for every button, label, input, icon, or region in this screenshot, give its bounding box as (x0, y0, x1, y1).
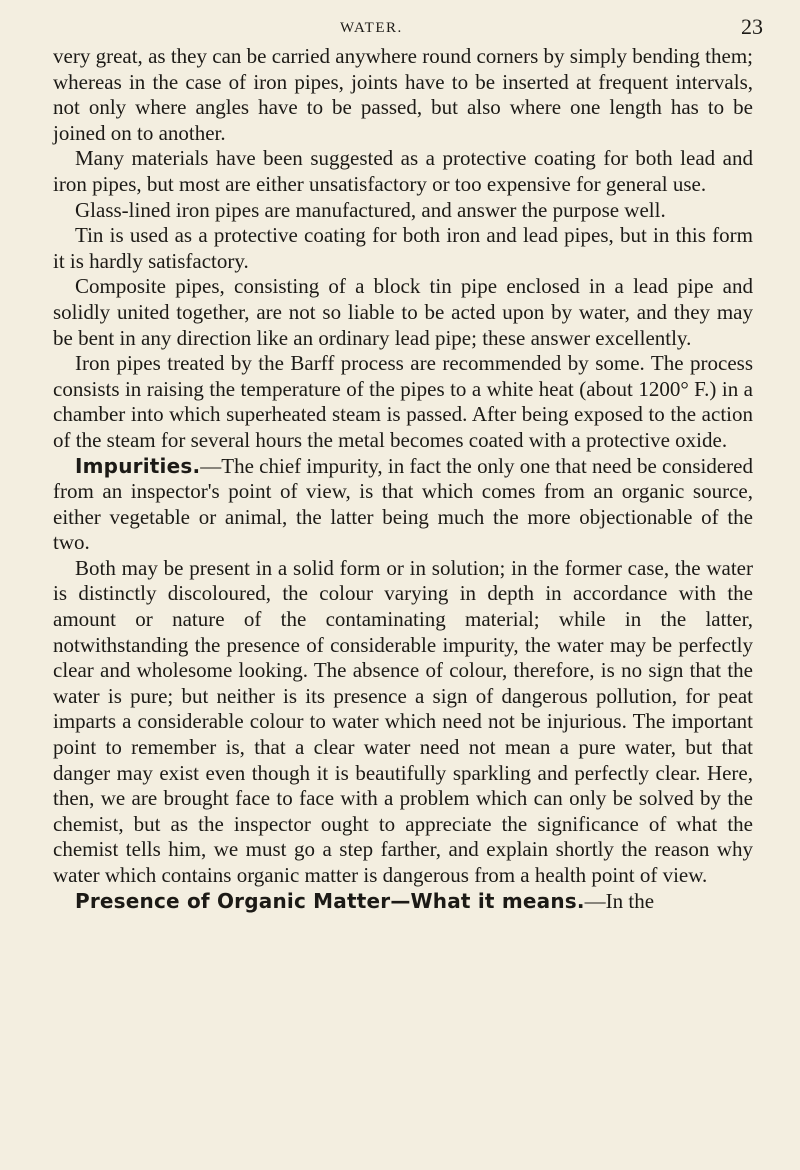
body-text (53, 44, 753, 914)
section-heading-organic-matter: Presence of Organic Matter—What it means. (75, 888, 585, 913)
impurities-text: —The chief impurity, in fact the only one that need be considered from an inspector's point of view, is that which comes from an organic source, either vegetable or animal, the latter being much the more objectionable of the two. (53, 453, 753, 555)
page-number: 23 (741, 14, 763, 39)
paragraph-continuation: very great, as they can be carried anywhere round corners by simply bending them; whereas in the case of iron pipes, joints have to be inserted at frequent intervals, not only where angles have to be passed, but also where one length has to be joined on to another. (53, 44, 753, 145)
section-heading-impurities: Impurities. (75, 453, 201, 478)
paragraph-glass-lined: Glass-lined iron pipes are manufactured, and answer the purpose well. (75, 197, 666, 222)
paragraph-protective-coatings: Many materials have been suggested as a protective coating for both lead and iron pipes, but most are either unsatisfactory or too expensive for general use. (53, 146, 753, 196)
paragraph-composite-pipes: Composite pipes, consisting of a block tin pipe enclosed in a lead pipe and solidly united together, are not so liable to be acted upon by water, and they may be bent in any direction like an ordinary lead pipe; these answer excellently. (53, 274, 753, 350)
paragraph-solid-or-solution: Both may be present in a solid form or in solution; in the former case, the water is distinctly discoloured, the colour varying in depth in accordance with the amount or nature of the contaminating material; while in the latter, notwithstanding the presence of considerable impurity, the water may be perfectly clear and wholesome looking. The absence of colour, therefore, is no sign that the water is pure; but neither is its presence a sign of dangerous pollution, for peat imparts a considerable colour to water which need not be injurious. The important point to remember is, that a clear water need not mean a pure water, but that danger may exist even though it is beautifully sparkling and perfectly clear. Here, then, we are brought face to face with a problem which can only be solved by the chemist, but as the inspector ought to appreciate the significance of what the chemist tells him, we must go a step farther, and explain shortly the reason why water which contains organic matter is dangerous from a health point of view. (53, 555, 753, 887)
paragraph-barff-process: Iron pipes treated by the Barff process are recommended by some. The process consists in raising the temperature of the pipes to a white heat (about 1200° F.) in a chamber into which superheated steam is passed. After being exposed to the action of the steam for several hours the metal becomes coated with a protective oxide. (53, 351, 753, 452)
running-title: WATER. (340, 20, 403, 36)
running-head (0, 14, 800, 40)
paragraph-organic-matter (53, 889, 753, 915)
paragraph-tin: Tin is used as a protective coating for both iron and lead pipes, but in this form it is hardly satisfactory. (53, 223, 753, 273)
organic-matter-text: —In the (584, 888, 655, 913)
paragraph-impurities (53, 454, 753, 556)
